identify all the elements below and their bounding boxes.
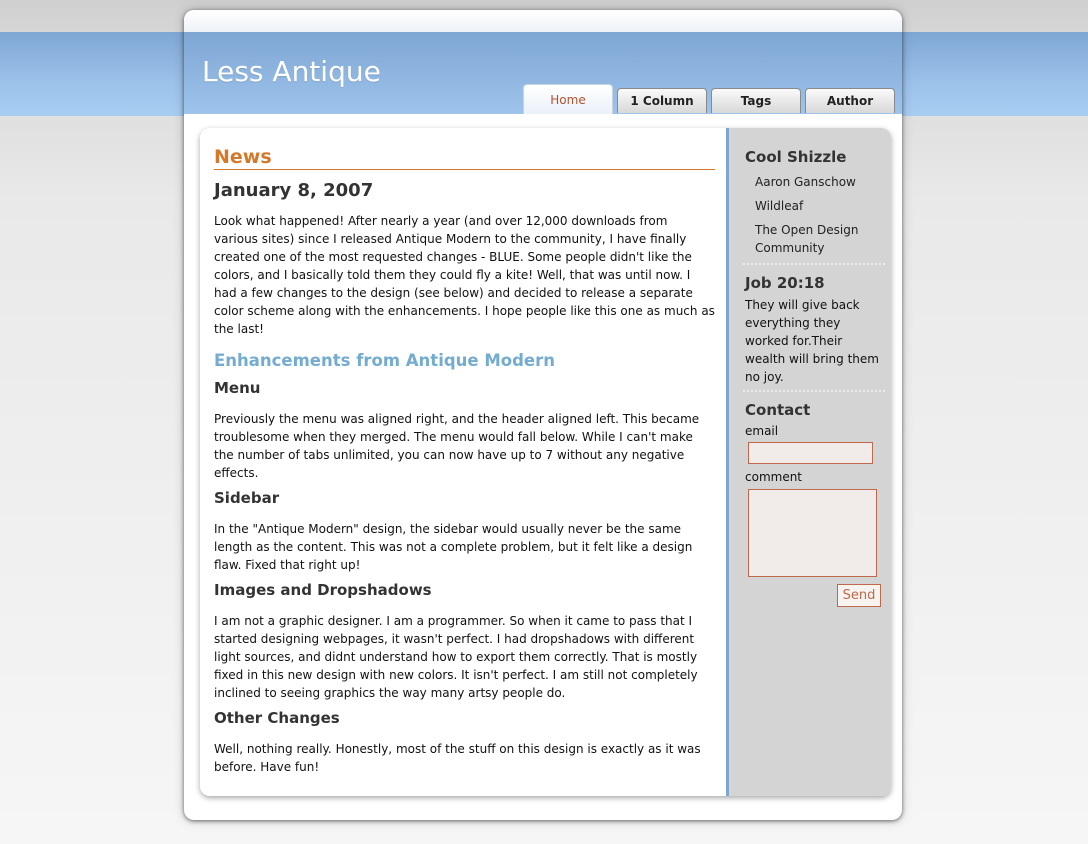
tab-home[interactable]: Home: [523, 84, 613, 114]
section-title-other: Other Changes: [214, 709, 340, 727]
cool-links-list: [745, 173, 881, 257]
main-content: [200, 128, 726, 796]
contact-title: Contact: [745, 401, 811, 419]
sidebar: [729, 128, 891, 796]
nav-tabs: [184, 84, 902, 114]
section-title-sidebar: Sidebar: [214, 489, 280, 507]
comment-field[interactable]: [748, 489, 877, 577]
tab-1-column[interactable]: 1 Column: [617, 88, 707, 113]
section-text-sidebar: In the "Antique Modern" design, the sidebar would usually never be the same length as the content. This was not a complete problem, but it felt like a design flaw. Fixed that right up!: [214, 522, 693, 572]
send-button[interactable]: Send: [837, 584, 881, 607]
section-title-images: Images and Dropshadows: [214, 581, 432, 599]
site-title[interactable]: Less Antique: [202, 55, 381, 88]
dotted-divider: [743, 263, 885, 265]
news-heading: News: [214, 146, 715, 170]
tab-tags[interactable]: Tags: [711, 88, 801, 113]
page-container: [184, 10, 902, 820]
dotted-divider: [743, 390, 885, 392]
section-title-menu: Menu: [214, 379, 261, 397]
tab-author[interactable]: Author: [805, 88, 895, 113]
page-top-strip: [184, 10, 902, 32]
verse-text: They will give back everything they worked for.Their wealth will bring them no joy.: [745, 298, 879, 384]
sidebar-link-wildleaf[interactable]: Wildleaf: [755, 199, 804, 213]
enhancements-heading: Enhancements from Antique Modern: [214, 351, 555, 370]
section-text-other: Well, nothing really. Honestly, most of the stuff on this design is exactly as it was before. Have fun!: [214, 742, 701, 774]
post-date: January 8, 2007: [214, 180, 374, 201]
cool-shizzle-title: Cool Shizzle: [745, 148, 847, 166]
verse-title: Job 20:18: [745, 274, 825, 292]
email-label: email: [745, 424, 779, 438]
section-text-menu: Previously the menu was aligned right, and the header aligned left. This became troublesome when they merged. The menu would fall below. While I can't make the number of tabs unlimited, you can now have up to 7 without any negative effects.: [214, 412, 700, 480]
section-text-images: I am not a graphic designer. I am a programmer. So when it came to pass that I started designing webpages, it wasn't perfect. I had dropshadows with different light sources, and didnt understand how to export them correctly. That is mostly fixed in this new design with new colors. It isn't perfect. I am still not completely inclined to seeing graphics the way many artsy people do.: [214, 614, 698, 700]
email-field[interactable]: [748, 442, 873, 464]
post-intro: Look what happened! After nearly a year (and over 12,000 downloads from various sites) since I released Antique Modern to the community, I have finally created one of the most requested changes - BLUE. Some people didn't like the colors, and I basically told them they could fly a kite! Well, that was until now. I had a few changes to the design (see below) and decided to release a separate color scheme along with the enhancements. I hope people like this one as much as the last!: [214, 214, 715, 336]
sidebar-link-open-design-community[interactable]: The Open Design Community: [755, 223, 859, 255]
sidebar-link-aaron-ganschow[interactable]: Aaron Ganschow: [755, 175, 856, 189]
comment-label: comment: [745, 470, 803, 484]
